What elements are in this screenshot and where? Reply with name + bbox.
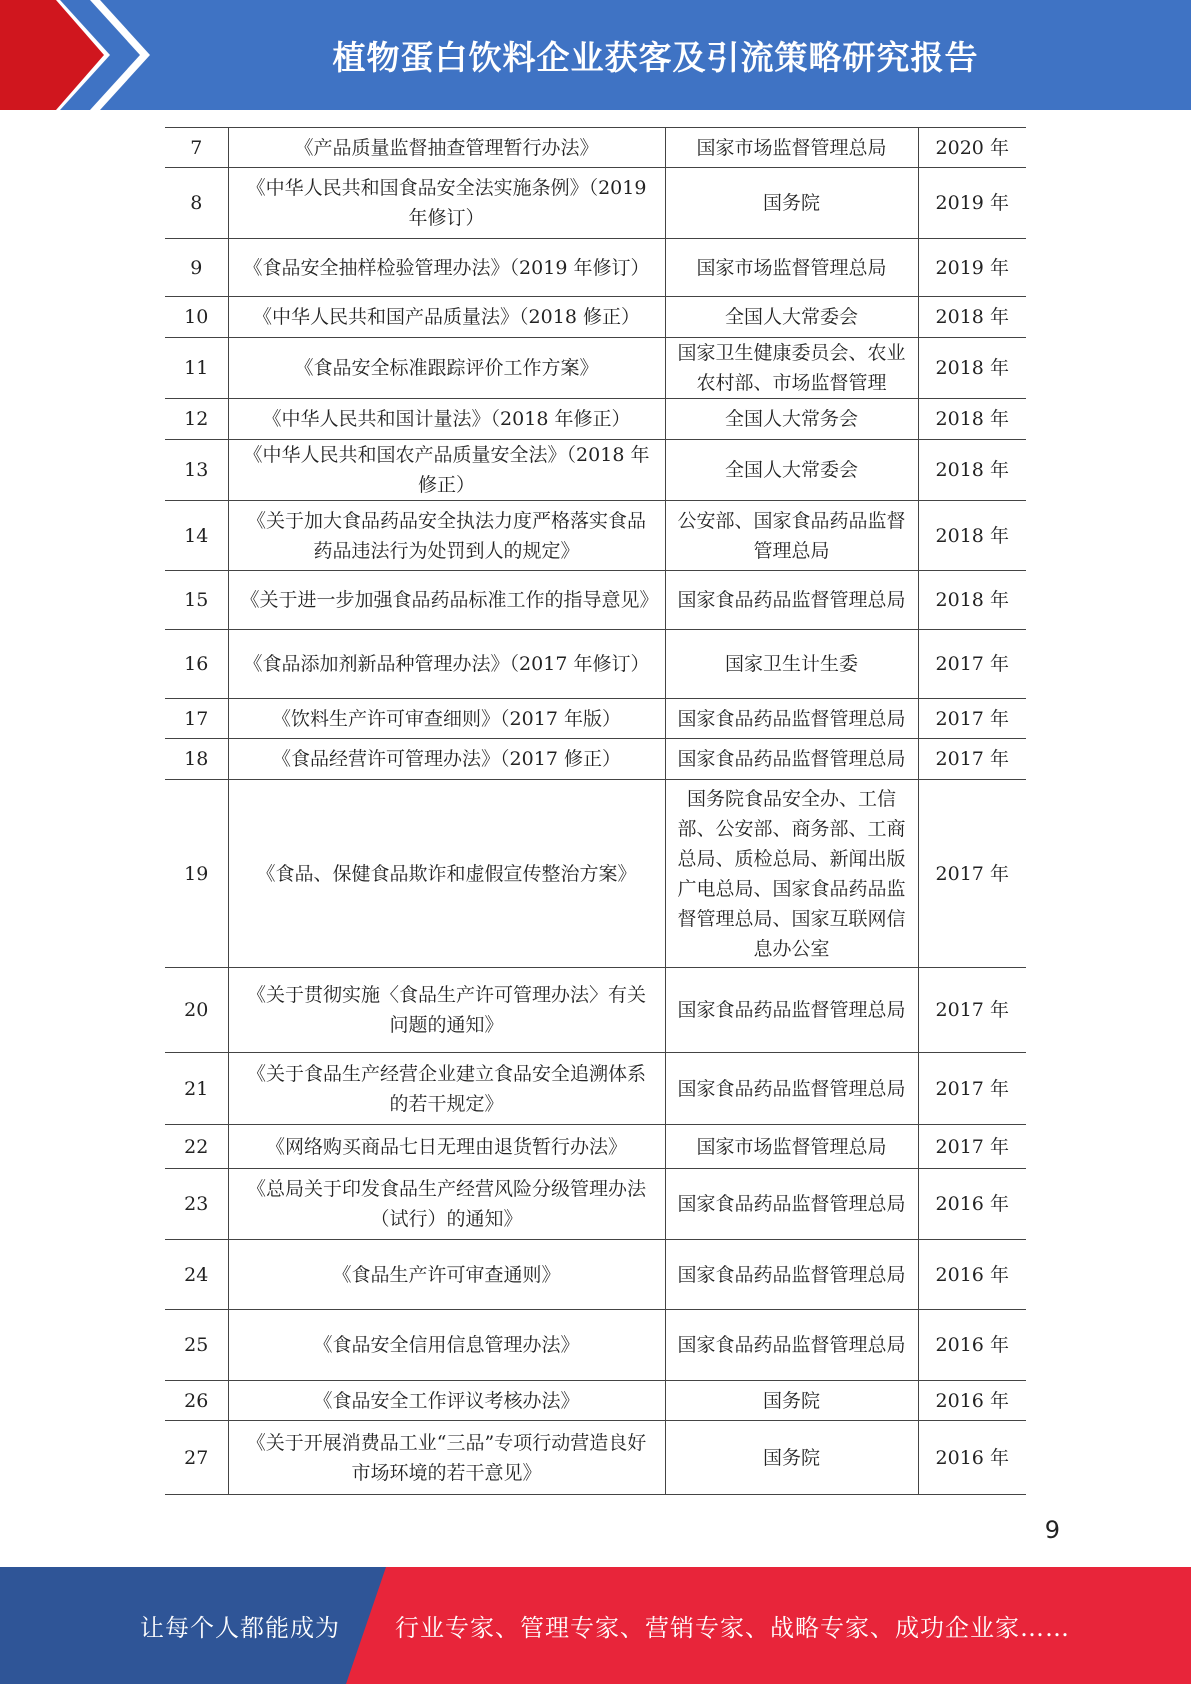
issuing-authority-text: 国家食品药品监督管理总局: [677, 1077, 906, 1100]
issuing-authority-text: 国务院: [762, 1389, 820, 1412]
row-number-text: 13: [184, 459, 209, 481]
table-row: [165, 399, 1026, 440]
issuing-authority: [665, 1310, 918, 1381]
row-number-text: 20: [184, 999, 209, 1021]
issuing-authority-text: 国家卫生计生委: [724, 653, 858, 675]
row-number: [165, 739, 228, 780]
regulation-name-text: 《食品安全标准跟踪评价工作方案》: [294, 357, 599, 379]
issue-year-text: 2020 年: [935, 136, 1009, 159]
header-arrow-icon: [0, 0, 160, 110]
row-number: [165, 1125, 228, 1169]
page-number: 9: [1044, 1516, 1060, 1544]
table-row: [165, 1125, 1026, 1169]
issue-year: [918, 780, 1026, 968]
table-row: [165, 739, 1026, 780]
issuing-authority-text: 国家食品药品监督管理总局: [677, 1193, 906, 1215]
row-number: [165, 501, 228, 571]
issue-year: [918, 1421, 1026, 1495]
issue-year-text: 2017 年: [935, 999, 1009, 1021]
row-number: [165, 168, 228, 239]
issuing-authority-text: 国务院食品安全办、工信部、公安部、商务部、工商总局、质检总局、新闻出版广电总局、国家食品药品监督管理总局、国家互联网信息办公室: [677, 787, 906, 960]
row-number-text: 24: [184, 1263, 209, 1286]
issuing-authority: [665, 338, 918, 399]
issuing-authority: [665, 968, 918, 1053]
issuing-authority-text: 国家食品药品监督管理总局: [677, 748, 906, 770]
issuing-authority-text: 国家卫生健康委员会、农业农村部、市场监督管理: [677, 342, 906, 394]
regulation-name: [228, 1053, 665, 1125]
issuing-authority: [665, 297, 918, 338]
regulation-name-text: 《食品安全工作评议考核办法》: [313, 1389, 580, 1412]
regulation-name-text: 《产品质量监督抽查管理暂行办法》: [294, 136, 599, 159]
issuing-authority: [665, 699, 918, 739]
regulation-name-text: 《食品经营许可管理办法》（2017 修正）: [272, 748, 621, 770]
row-number-text: 21: [184, 1077, 209, 1100]
row-number: [165, 1169, 228, 1240]
regulations-table: [165, 127, 1026, 1495]
issue-year: [918, 440, 1026, 501]
regulation-name: [228, 780, 665, 968]
row-number-text: 17: [184, 707, 209, 730]
issuing-authority: [665, 168, 918, 239]
regulation-name: [228, 1421, 665, 1495]
issue-year-text: 2017 年: [935, 862, 1009, 885]
issuing-authority-text: 全国人大常务会: [724, 408, 858, 430]
row-number: [165, 630, 228, 699]
issue-year-text: 2016 年: [935, 1446, 1009, 1469]
regulation-name-text: 《关于加大食品药品安全执法力度严格落实食品药品违法行为处罚到人的规定》: [246, 509, 646, 562]
issue-year: [918, 1125, 1026, 1169]
row-number: [165, 780, 228, 968]
row-number-text: 23: [184, 1193, 209, 1215]
table-row: [165, 128, 1026, 168]
regulation-name: [228, 399, 665, 440]
footer-slogan-left: 让每个人都能成为: [140, 1614, 340, 1642]
row-number-text: 19: [184, 862, 209, 885]
row-number-text: 18: [184, 748, 209, 770]
issuing-authority-text: 国务院: [762, 1446, 820, 1469]
footer-slogan-right: 行业专家、管理专家、营销专家、战略专家、成功企业家……: [395, 1614, 1070, 1642]
issue-year-text: 2017 年: [935, 707, 1009, 730]
issue-year: [918, 297, 1026, 338]
issue-year-text: 2018 年: [935, 306, 1009, 328]
row-number-text: 11: [184, 357, 209, 379]
regulation-name-text: 《关于开展消费品工业“三品”专项行动营造良好市场环境的若干意见》: [246, 1431, 647, 1484]
page-footer: [0, 1567, 1191, 1684]
issue-year-text: 2018 年: [935, 408, 1009, 430]
regulation-name: [228, 1240, 665, 1310]
row-number-text: 26: [184, 1389, 209, 1412]
row-number: [165, 239, 228, 297]
regulation-name: [228, 168, 665, 239]
regulation-name-text: 《中华人民共和国产品质量法》（2018 修正）: [253, 306, 640, 328]
issue-year: [918, 501, 1026, 571]
row-number-text: 15: [184, 589, 209, 611]
report-title: 植物蛋白饮料企业获客及引流策略研究报告: [332, 37, 979, 77]
regulation-name: [228, 338, 665, 399]
issue-year: [918, 128, 1026, 168]
row-number: [165, 968, 228, 1053]
table-row: [165, 1310, 1026, 1381]
issue-year-text: 2016 年: [935, 1263, 1009, 1286]
row-number: [165, 1421, 228, 1495]
issue-year: [918, 1381, 1026, 1421]
issue-year-text: 2016 年: [935, 1193, 1009, 1215]
issue-year: [918, 168, 1026, 239]
table-row: [165, 168, 1026, 239]
regulation-name-text: 《食品生产许可审查通则》: [332, 1263, 561, 1286]
table-row: [165, 338, 1026, 399]
row-number: [165, 399, 228, 440]
issuing-authority: [665, 630, 918, 699]
table-row: [165, 630, 1026, 699]
regulation-name: [228, 1310, 665, 1381]
regulation-name: [228, 630, 665, 699]
regulation-name: [228, 440, 665, 501]
regulation-name-text: 《中华人民共和国农产品质量安全法》（2018 年修正）: [243, 444, 650, 496]
regulation-name-text: 《饮料生产许可审查细则》（2017 年版）: [272, 707, 621, 730]
table-row: [165, 699, 1026, 739]
table-row: [165, 1240, 1026, 1310]
issue-year-text: 2016 年: [935, 1389, 1009, 1412]
row-number-text: 7: [190, 136, 203, 159]
regulation-name: [228, 1169, 665, 1240]
issue-year: [918, 739, 1026, 780]
table-row: [165, 297, 1026, 338]
row-number-text: 14: [184, 524, 209, 547]
issue-year: [918, 630, 1026, 699]
issuing-authority-text: 国家市场监督管理总局: [696, 136, 887, 159]
issuing-authority: [665, 1381, 918, 1421]
issuing-authority: [665, 1421, 918, 1495]
issue-year-text: 2019 年: [935, 192, 1009, 214]
row-number-text: 9: [190, 256, 203, 279]
table-row: [165, 571, 1026, 630]
issue-year: [918, 239, 1026, 297]
row-number: [165, 1381, 228, 1421]
table-row: [165, 440, 1026, 501]
row-number: [165, 1240, 228, 1310]
issuing-authority-text: 国家市场监督管理总局: [696, 256, 887, 279]
regulation-name-text: 《关于食品生产经营企业建立食品安全追溯体系的若干规定》: [246, 1062, 646, 1115]
issue-year-text: 2016 年: [935, 1334, 1009, 1356]
regulation-name-text: 《网络购买商品七日无理由退货暂行办法》: [265, 1135, 627, 1158]
table-row: [165, 501, 1026, 571]
row-number-text: 16: [184, 653, 209, 675]
issue-year-text: 2018 年: [935, 524, 1009, 547]
issuing-authority: [665, 1053, 918, 1125]
regulation-name: [228, 1381, 665, 1421]
row-number: [165, 571, 228, 630]
row-number: [165, 338, 228, 399]
issuing-authority: [665, 571, 918, 630]
regulation-name: [228, 699, 665, 739]
issue-year-text: 2017 年: [935, 1135, 1009, 1158]
issue-year: [918, 338, 1026, 399]
row-number-text: 25: [184, 1334, 209, 1356]
regulation-name: [228, 739, 665, 780]
issue-year-text: 2017 年: [935, 653, 1009, 675]
issuing-authority: [665, 501, 918, 571]
issue-year: [918, 1053, 1026, 1125]
issuing-authority-text: 国家食品药品监督管理总局: [677, 1263, 906, 1286]
issue-year: [918, 1169, 1026, 1240]
table-row: [165, 1381, 1026, 1421]
regulation-name-text: 《总局关于印发食品生产经营风险分级管理办法（试行）的通知》: [246, 1178, 646, 1230]
regulation-name: [228, 128, 665, 168]
issuing-authority: [665, 1169, 918, 1240]
page-header: [0, 0, 1191, 110]
issuing-authority-text: 公安部、国家食品药品监督管理总局: [677, 509, 906, 562]
issue-year: [918, 399, 1026, 440]
issuing-authority-text: 国务院: [762, 192, 820, 214]
table-row: [165, 780, 1026, 968]
row-number-text: 10: [184, 306, 209, 328]
issuing-authority: [665, 739, 918, 780]
issuing-authority: [665, 1240, 918, 1310]
regulation-name: [228, 239, 665, 297]
issue-year: [918, 699, 1026, 739]
issue-year-text: 2017 年: [935, 748, 1009, 770]
issuing-authority-text: 国家食品药品监督管理总局: [677, 707, 906, 730]
regulation-name-text: 《中华人民共和国计量法》（2018 年修正）: [262, 408, 631, 430]
issue-year-text: 2018 年: [935, 357, 1009, 379]
row-number-text: 8: [190, 192, 203, 214]
regulation-name-text: 《关于进一步加强食品药品标准工作的指导意见》: [240, 589, 659, 611]
row-number: [165, 128, 228, 168]
issue-year: [918, 1310, 1026, 1381]
issuing-authority-text: 国家市场监督管理总局: [696, 1135, 887, 1158]
issuing-authority: [665, 239, 918, 297]
issuing-authority-text: 全国人大常委会: [724, 459, 858, 481]
issue-year-text: 2018 年: [935, 459, 1009, 481]
issuing-authority-text: 国家食品药品监督管理总局: [677, 1334, 906, 1356]
table-row: [165, 1169, 1026, 1240]
row-number-text: 12: [184, 408, 209, 430]
issuing-authority: [665, 128, 918, 168]
row-number-text: 22: [184, 1135, 209, 1158]
table-row: [165, 968, 1026, 1053]
regulation-name-text: 《食品安全信用信息管理办法》: [313, 1334, 580, 1356]
table-row: [165, 1053, 1026, 1125]
regulation-name-text: 《食品安全抽样检验管理办法》（2019 年修订）: [243, 256, 650, 279]
regulation-name: [228, 1125, 665, 1169]
issuing-authority-text: 国家食品药品监督管理总局: [677, 999, 906, 1021]
regulation-name-text: 《中华人民共和国食品安全法实施条例》（2019 年修订）: [246, 177, 647, 229]
issuing-authority-text: 全国人大常委会: [724, 306, 858, 328]
issue-year: [918, 571, 1026, 630]
row-number: [165, 1310, 228, 1381]
row-number: [165, 440, 228, 501]
issue-year: [918, 968, 1026, 1053]
issuing-authority: [665, 399, 918, 440]
regulation-name-text: 《食品、保健食品欺诈和虚假宣传整治方案》: [256, 862, 637, 885]
issue-year-text: 2019 年: [935, 256, 1009, 279]
regulation-name: [228, 571, 665, 630]
issuing-authority: [665, 1125, 918, 1169]
row-number: [165, 1053, 228, 1125]
row-number: [165, 297, 228, 338]
table-row: [165, 239, 1026, 297]
regulation-name-text: 《食品添加剂新品种管理办法》（2017 年修订）: [243, 653, 650, 675]
row-number: [165, 699, 228, 739]
issuing-authority: [665, 780, 918, 968]
regulation-name-text: 《关于贯彻实施〈食品生产许可管理办法〉有关问题的通知》: [246, 984, 646, 1036]
issue-year: [918, 1240, 1026, 1310]
regulation-name: [228, 297, 665, 338]
table-row: [165, 1421, 1026, 1495]
regulation-name: [228, 501, 665, 571]
issuing-authority-text: 国家食品药品监督管理总局: [677, 589, 906, 611]
issue-year-text: 2018 年: [935, 589, 1009, 611]
issuing-authority: [665, 440, 918, 501]
regulation-name: [228, 968, 665, 1053]
row-number-text: 27: [184, 1446, 209, 1469]
issue-year-text: 2017 年: [935, 1077, 1009, 1100]
